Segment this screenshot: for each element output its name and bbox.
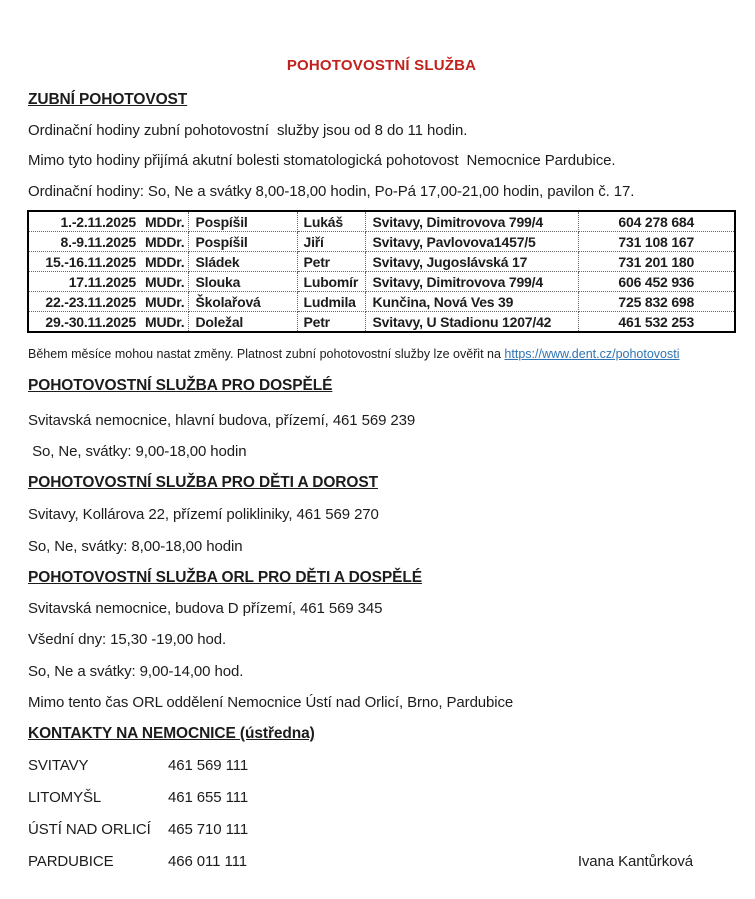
- date-cell: 15.-16.11.2025: [28, 252, 142, 272]
- phone-number: 466 011 111: [168, 853, 247, 870]
- surname-cell: Doležal: [188, 312, 297, 333]
- table-row: [28, 312, 735, 333]
- dent-link[interactable]: https://www.dent.cz/pohotovosti: [504, 347, 680, 361]
- city-label: LITOMYŠL: [28, 789, 102, 806]
- paragraph-dospele-adresa: Svitavská nemocnice, hlavní budova, přízemí, 461 569 239: [28, 412, 416, 429]
- title-cell: MUDr.: [142, 272, 188, 292]
- title-cell: MDDr.: [142, 232, 188, 252]
- paragraph-orl-vsedni-dny: Všední dny: 15,30 -19,00 hod.: [28, 631, 227, 648]
- surname-cell: Pospíšil: [188, 211, 297, 232]
- date-cell: 1.-2.11.2025: [28, 211, 142, 232]
- surname-cell: Sládek: [188, 252, 297, 272]
- address-cell: Svitavy, Pavlovova1457/5: [365, 232, 578, 252]
- phone-cell: 461 532 253: [578, 312, 735, 333]
- table-row: [28, 292, 735, 312]
- city-label: ÚSTÍ NAD ORLICÍ: [28, 821, 151, 838]
- paragraph-ordinacni-hodiny: Ordinační hodiny zubní pohotovostní služby jsou od 8 do 11 hodin.: [28, 122, 468, 139]
- page-title: POHOTOVOSTNÍ SLUŽBA: [286, 57, 477, 74]
- surname-cell: Slouka: [188, 272, 297, 292]
- surname-cell: Školařová: [188, 292, 297, 312]
- contact-row: [28, 788, 735, 808]
- firstname-cell: Jiří: [297, 232, 365, 252]
- phone-number: 461 655 111: [168, 789, 249, 806]
- phone-cell: 604 278 684: [578, 211, 735, 232]
- firstname-cell: Petr: [297, 312, 365, 333]
- paragraph-orl-vikendy: So, Ne a svátky: 9,00-14,00 hod.: [28, 663, 244, 680]
- date-cell: 17.11.2025: [28, 272, 142, 292]
- contact-row: [28, 852, 735, 872]
- firstname-cell: Lubomír: [297, 272, 365, 292]
- paragraph-deti-hodiny: So, Ne, svátky: 8,00-18,00 hodin: [28, 538, 243, 555]
- paragraph-mimo-hodiny: Mimo tyto hodiny přijímá akutní bolesti stomatologická pohotovost Nemocnice Pardubice.: [28, 152, 616, 169]
- city-label: SVITAVY: [28, 757, 89, 774]
- paragraph-orl-adresa: Svitavská nemocnice, budova D přízemí, 461 569 345: [28, 600, 383, 617]
- note-text: Během měsíce mohou nastat změny. Platnost zubní pohotovostní služby lze ověřit na: [28, 347, 505, 361]
- section-heading-dospele: POHOTOVOSTNÍ SLUŽBA PRO DOSPĚLÉ: [28, 377, 333, 394]
- phone-cell: 725 832 698: [578, 292, 735, 312]
- table-row: [28, 211, 735, 232]
- table-row: [28, 232, 735, 252]
- contact-row: [28, 820, 735, 840]
- firstname-cell: Ludmila: [297, 292, 365, 312]
- paragraph-orl-mimo-cas: Mimo tento čas ORL oddělení Nemocnice Ústí nad Orlicí, Brno, Pardubice: [28, 694, 514, 711]
- paragraph-dospele-hodiny: So, Ne, svátky: 9,00-18,00 hodin: [28, 443, 247, 460]
- firstname-cell: Petr: [297, 252, 365, 272]
- paragraph-ordinacni-hodiny-detail: Ordinační hodiny: So, Ne a svátky 8,00-18,00 hodin, Po-Pá 17,00-21,00 hodin, pavilon č. 17.: [28, 183, 635, 200]
- section-heading-zubni-pohotovost: ZUBNÍ POHOTOVOST: [28, 91, 188, 108]
- phone-number: 461 569 111: [168, 757, 249, 774]
- address-cell: Svitavy, Dimitrovova 799/4: [365, 211, 578, 232]
- title-cell: MUDr.: [142, 312, 188, 333]
- date-cell: 22.-23.11.2025: [28, 292, 142, 312]
- section-heading-orl: POHOTOVOSTNÍ SLUŽBA ORL PRO DĚTI A DOSPĚLÉ: [28, 569, 422, 586]
- signature-name: Ivana Kantůrková: [577, 853, 693, 870]
- phone-cell: 731 108 167: [578, 232, 735, 252]
- table-row: [28, 252, 735, 272]
- paragraph-deti-adresa: Svitavy, Kollárova 22, přízemí polikliniky, 461 569 270: [28, 506, 379, 523]
- phone-cell: 606 452 936: [578, 272, 735, 292]
- address-cell: Svitavy, Dimitrovova 799/4: [365, 272, 578, 292]
- section-heading-kontakty: KONTAKTY NA NEMOCNICE (ústředna): [28, 725, 315, 742]
- title-cell: MDDr.: [142, 252, 188, 272]
- phone-cell: 731 201 180: [578, 252, 735, 272]
- contact-row: [28, 756, 735, 776]
- surname-cell: Pospíšil: [188, 232, 297, 252]
- date-cell: 8.-9.11.2025: [28, 232, 142, 252]
- table-row: [28, 272, 735, 292]
- dentist-schedule-table: [27, 210, 736, 333]
- firstname-cell: Lukáš: [297, 211, 365, 232]
- title-cell: MDDr.: [142, 211, 188, 232]
- validity-note: [28, 346, 735, 362]
- address-cell: Svitavy, U Stadionu 1207/42: [365, 312, 578, 333]
- address-cell: Svitavy, Jugoslávská 17: [365, 252, 578, 272]
- date-cell: 29.-30.11.2025: [28, 312, 142, 333]
- phone-number: 465 710 111: [168, 821, 249, 838]
- city-label: PARDUBICE: [28, 853, 114, 870]
- title-cell: MUDr.: [142, 292, 188, 312]
- address-cell: Kunčina, Nová Ves 39: [365, 292, 578, 312]
- section-heading-deti-dorost: POHOTOVOSTNÍ SLUŽBA PRO DĚTI A DOROST: [28, 474, 378, 491]
